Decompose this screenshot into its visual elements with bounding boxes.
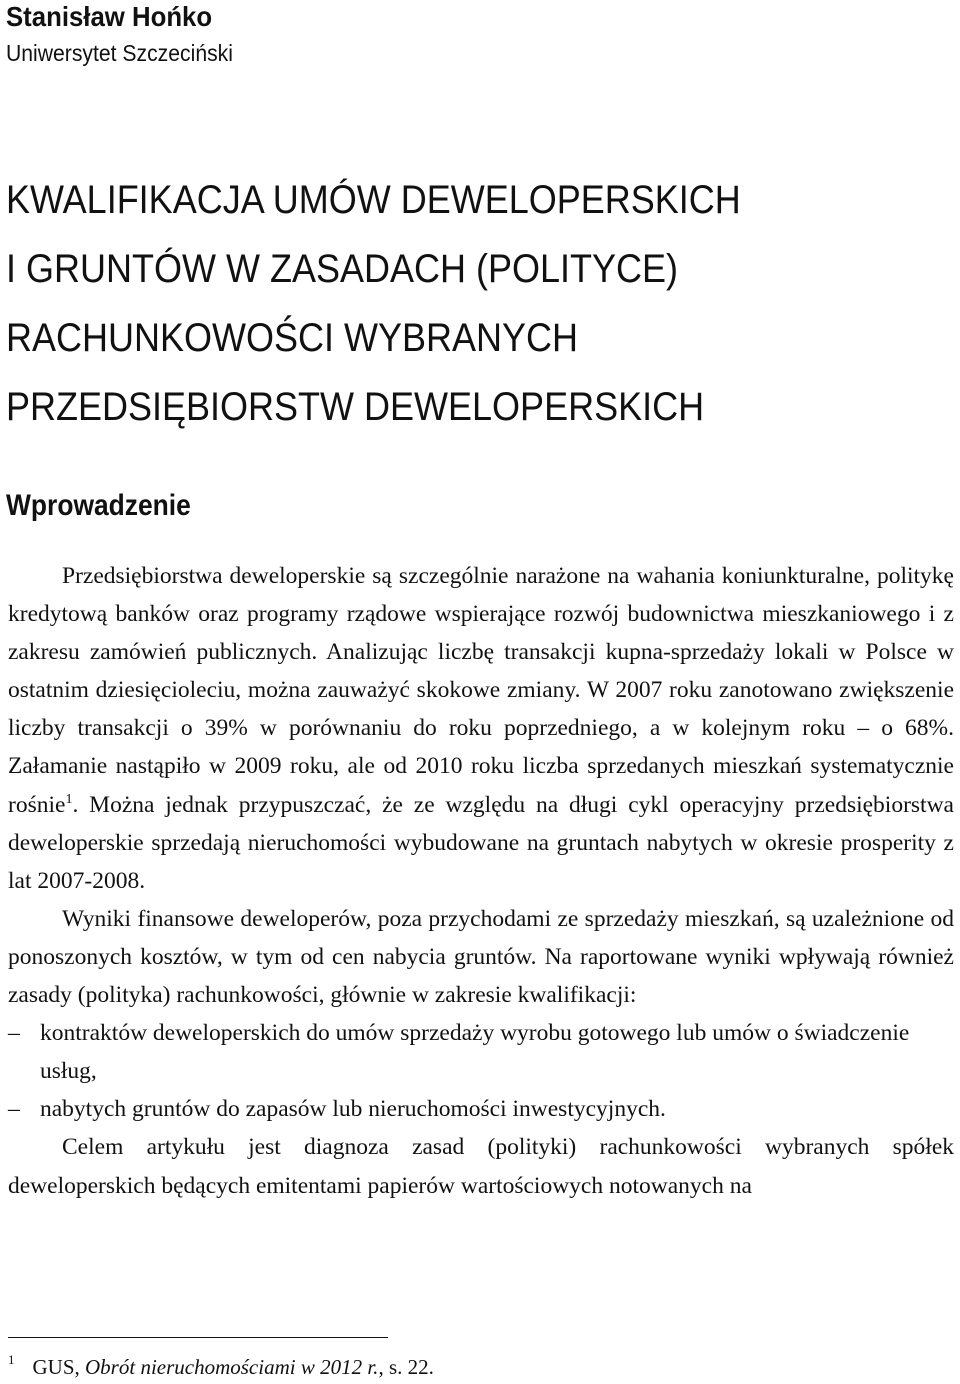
author-affiliation: Uniwersytet Szczeciński bbox=[6, 40, 233, 66]
footnote-text: GUS, bbox=[32, 1355, 86, 1379]
title-line: I GRUNTÓW W ZASADACH (POLITYCE) bbox=[6, 247, 679, 291]
footnote-reference: 1 bbox=[65, 791, 73, 807]
paragraph-text: . Można jednak przypuszczać, że ze względu na długi cykl operacyjny przedsiębiorstwa deweloperskie sprzedają nieruchomości wybudowane na gruntach nabytych w okresie prosperity z lat 2007-2008. bbox=[8, 791, 954, 894]
paragraph-text: Przedsiębiorstwa deweloperskie są szczególnie narażone na wahania koniunkturalne, politykę kredytową banków oraz programy rządowe wspierające rozwój budownictwa mieszkaniowego i z zakresu zamówień publicznych. Analizując liczbę transakcji kupna-sprzedaży lokali w Polsce w ostatnim dziesięcioleciu, można zauważyć skokowe zmiany. W 2007 roku zanotowano zwiększenie liczby transakcji o 39% w porównaniu do roku poprzedniego, a w kolejnym roku – o 68%. Załamanie nastąpiło w 2009 roku, ale od 2010 roku liczba sprzedanych mieszkań systematycznie rośnie bbox=[8, 563, 954, 818]
author-name: Stanisław Hońko bbox=[6, 1, 213, 32]
footnote-text: , s. 22. bbox=[378, 1355, 434, 1379]
footnote-source-title: Obrót nieruchomościami w 2012 r. bbox=[85, 1355, 379, 1379]
paragraph bbox=[8, 557, 954, 900]
paragraph: Wyniki finansowe deweloperów, poza przychodami ze sprzedaży mieszkań, są uzależnione od ponoszonych kosztów, w tym od cen nabycia gruntów. Na raportowane wyniki wpływają również zasady (polityka) rachunkowości, głównie w zakresie kwalifikacji: bbox=[8, 905, 954, 1009]
footnote-number: 1 bbox=[8, 1352, 15, 1367]
dash-bullet-icon: – bbox=[8, 1096, 20, 1123]
list-item-text: kontraktów deweloperskich do umów sprzedaży wyrobu gotowego lub umów o świadczenie usług, bbox=[40, 1020, 910, 1085]
paragraph: Celem artykułu jest diagnoza zasad (polityki) rachunkowości wybranych spółek deweloperskich będących emitentami papierów wartościowych notowanych na bbox=[8, 1134, 954, 1199]
dash-bullet-icon: – bbox=[8, 1020, 20, 1047]
footnote bbox=[8, 1352, 434, 1382]
bullet-list bbox=[8, 1014, 954, 1128]
list-item bbox=[8, 1090, 954, 1128]
list-item bbox=[8, 1014, 954, 1090]
title-line: KWALIFIKACJA UMÓW DEWELOPERSKICH bbox=[6, 178, 741, 222]
section-heading: Wprowadzenie bbox=[6, 489, 191, 522]
article-title bbox=[6, 166, 741, 442]
title-line: PRZEDSIĘBIORSTW DEWELOPERSKICH bbox=[6, 385, 705, 429]
list-item-text: nabytych gruntów do zapasów lub nieruchomości inwestycyjnych. bbox=[40, 1096, 666, 1123]
title-line: RACHUNKOWOŚCI WYBRANYCH bbox=[6, 316, 579, 360]
body-text bbox=[8, 557, 954, 1205]
footnote-separator bbox=[8, 1337, 388, 1338]
